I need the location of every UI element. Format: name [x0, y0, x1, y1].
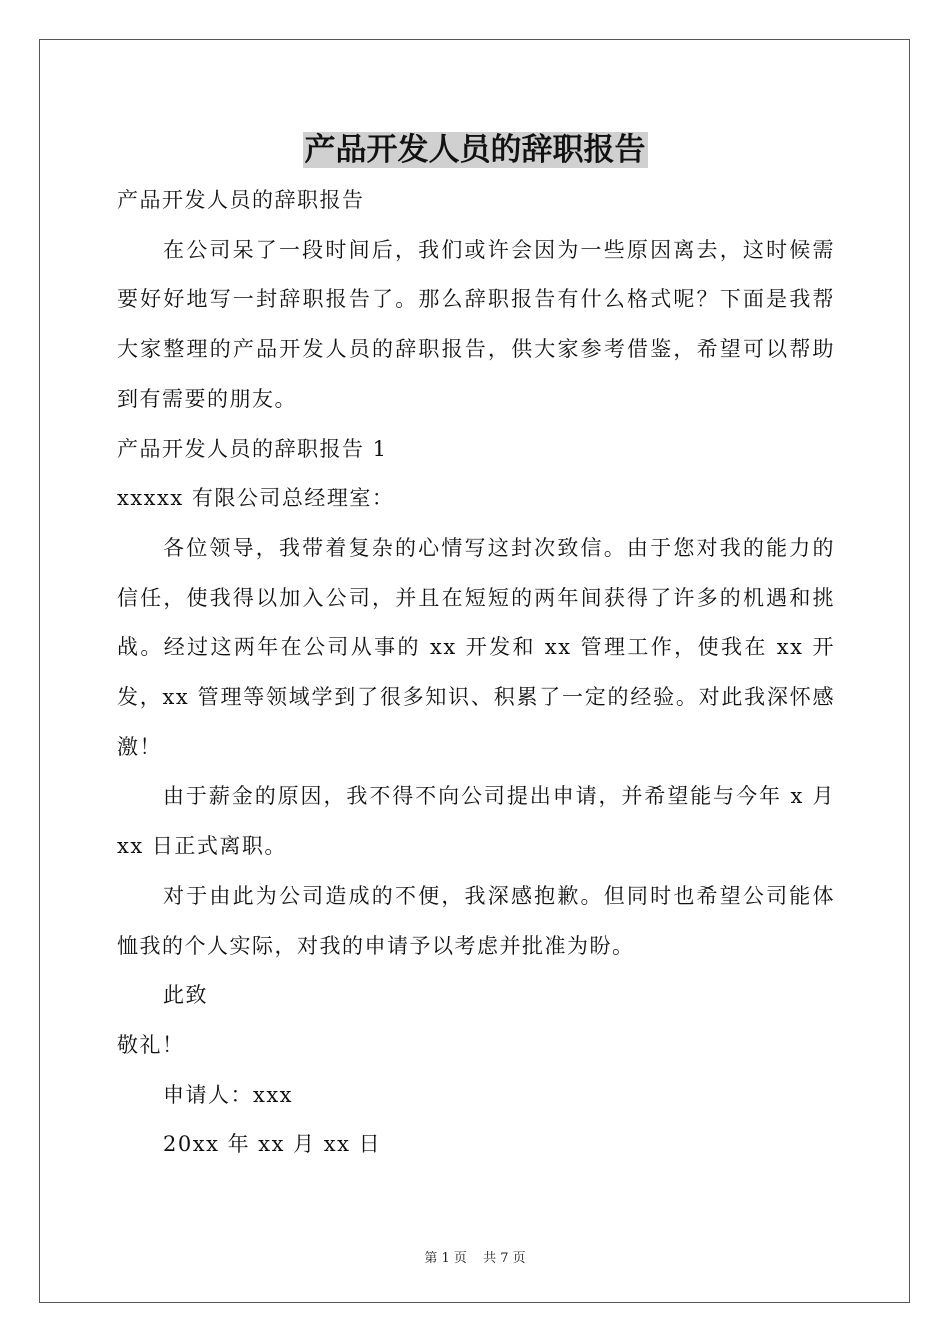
paragraph-applicant: 申请人：xxx — [163, 1082, 294, 1107]
page-footer — [0, 1247, 950, 1266]
paragraph-closing: 此致 — [163, 983, 208, 1008]
paragraph-body-reason: 由于薪金的原因，我不得不向公司提出申请，并希望能与今年 x 月 xx 日正式离职。 — [117, 784, 835, 859]
paragraph-date: 20xx 年 xx 月 xx 日 — [163, 1132, 382, 1157]
page-total: 共 7 页 — [483, 1251, 526, 1266]
paragraph-addressee: xxxxx 有限公司总经理室： — [117, 486, 395, 511]
page-number: 第 1 页 — [424, 1251, 467, 1266]
paragraph-intro: 在公司呆了一段时间后，我们或许会因为一些原因离去，这时候需要好好地写一封辞职报告了。那么辞职报告有什么格式呢？下面是我帮大家整理的产品开发人员的辞职报告，供大家参考借鉴，希望可以帮助到有需要的朋友。 — [117, 237, 835, 411]
document-title — [0, 128, 950, 172]
paragraph-body-gratitude: 各位领导，我带着复杂的心情写这封次致信。由于您对我的能力的信任，使我得以加入公司，并且在短短的两年间获得了许多的机遇和挑战。经过这两年在公司从事的 xx 开发和 xx 管理工作，使我在 xx 开发，xx 管理等领域学到了很多知识、积累了一定的经验。对此我深怀感激！ — [117, 535, 835, 759]
paragraph-salutation: 敬礼！ — [117, 1032, 185, 1057]
document-title-text: 产品开发人员的辞职报告 — [304, 132, 646, 168]
paragraph-body-apology: 对于由此为公司造成的不便，我深感抱歉。但同时也希望公司能体恤我的个人实际，对我的申请予以考虑并批准为盼。 — [117, 883, 835, 958]
paragraph-subtitle: 产品开发人员的辞职报告 — [117, 188, 365, 212]
paragraph-section-heading: 产品开发人员的辞职报告 1 — [117, 436, 388, 461]
document-body — [117, 176, 835, 1170]
